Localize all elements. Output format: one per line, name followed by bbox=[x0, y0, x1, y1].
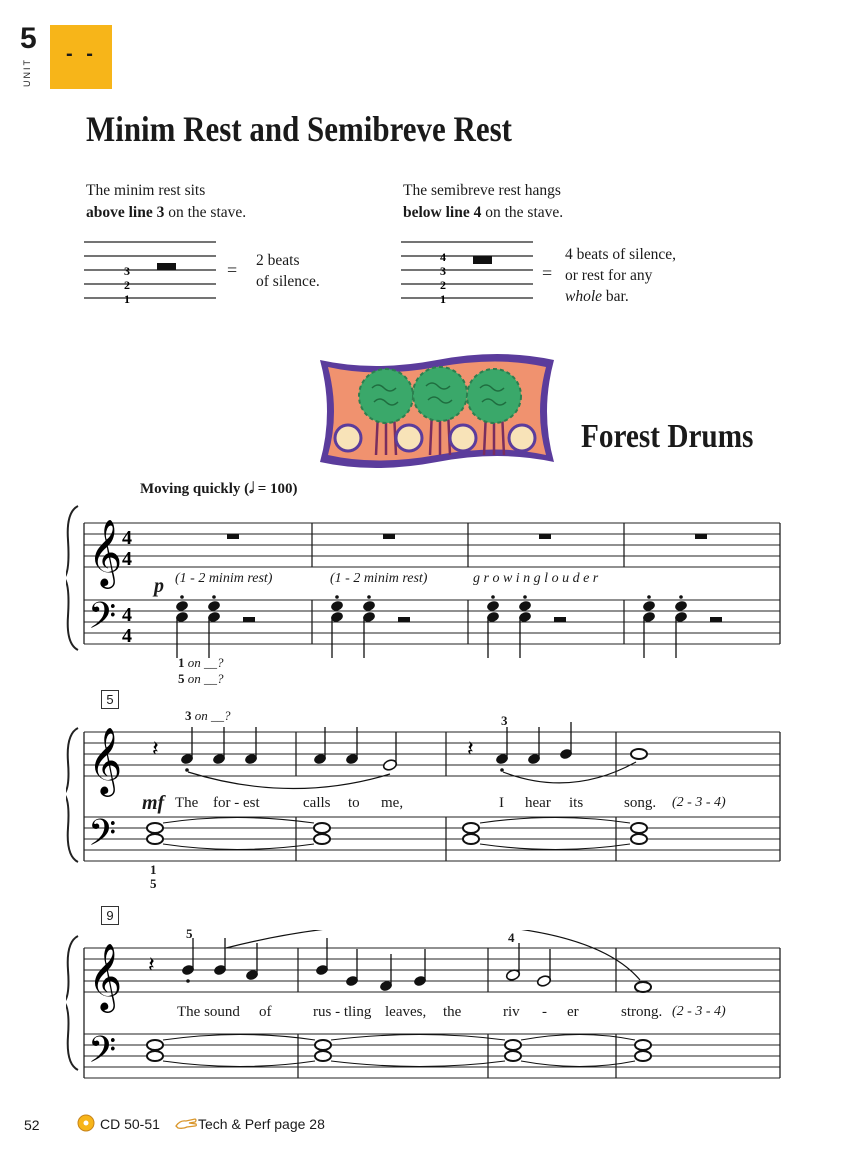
semibreve-meaning-italic: whole bbox=[565, 288, 603, 305]
semibreve-rest-description bbox=[403, 180, 563, 224]
finger-number: 4 bbox=[508, 930, 515, 945]
semibreve-line-label: 4 bbox=[440, 250, 446, 264]
melody-notes bbox=[181, 964, 427, 993]
forest-banner-illustration bbox=[314, 352, 560, 470]
whole-note bbox=[631, 749, 647, 759]
instruction-text: g r o w i n g l o u d e r bbox=[473, 571, 599, 586]
lyric-syllable: of bbox=[259, 1004, 272, 1020]
finger-number: 3 bbox=[501, 713, 508, 728]
melody-notes bbox=[180, 748, 573, 772]
semibreve-rest-stave bbox=[401, 238, 541, 304]
hand-icon bbox=[174, 1114, 198, 1132]
lyric-syllable: to bbox=[348, 795, 360, 811]
measure-number: 5 bbox=[101, 690, 119, 709]
unit-tab-dashes: - - bbox=[66, 43, 97, 65]
page-title: Minim Rest and Semibreve Rest bbox=[86, 109, 512, 149]
lyric-syllable: for - est bbox=[213, 795, 260, 811]
unit-number: 5 bbox=[20, 22, 37, 55]
bass-chord-group bbox=[175, 595, 722, 623]
time-signature-bottom: 4 bbox=[122, 625, 132, 647]
dynamic-piano: p bbox=[154, 575, 164, 597]
bass-clef-icon: 𝄢 bbox=[88, 1030, 117, 1079]
semibreve-meaning-line2: or rest for any bbox=[565, 267, 653, 284]
phrase-slur bbox=[188, 772, 390, 789]
time-signature-top: 4 bbox=[122, 527, 132, 549]
finger-question-text: on __? bbox=[184, 655, 224, 670]
lyric-syllable: The sound bbox=[177, 1004, 240, 1020]
minim-line-label: 3 bbox=[124, 264, 130, 278]
semibreve-meaning-line1: 4 beats of silence, bbox=[565, 246, 677, 263]
semibreve-line-label: 2 bbox=[440, 278, 446, 292]
finger-number: 3 bbox=[185, 708, 192, 723]
finger-number: 1 bbox=[150, 862, 157, 877]
cd-icon bbox=[76, 1113, 96, 1133]
measure-number: 9 bbox=[101, 906, 119, 925]
finger-question-5 bbox=[178, 671, 224, 687]
bass-whole-notes bbox=[147, 823, 647, 844]
minim-rest-stave bbox=[84, 238, 224, 304]
quarter-rest-icon: 𝄽 bbox=[467, 736, 474, 761]
instruction-text: (1 - 2 minim rest) bbox=[330, 571, 428, 586]
bass-clef-icon: 𝄢 bbox=[88, 596, 117, 645]
song-title: Forest Drums bbox=[581, 418, 754, 455]
semibreve-line-label: 1 bbox=[440, 292, 446, 304]
bass-clef-icon: 𝄢 bbox=[88, 813, 117, 862]
finger-question-text: on __? bbox=[184, 671, 224, 686]
semibreve-meaning-line3: bar. bbox=[602, 288, 629, 305]
finger-number: 5 bbox=[186, 926, 193, 941]
count-text: (2 - 3 - 4) bbox=[672, 795, 726, 810]
unit-tab bbox=[50, 25, 112, 89]
lyric-syllable: rus - tling bbox=[313, 1004, 372, 1020]
lyric-syllable: song. bbox=[624, 795, 657, 811]
instruction-text: (1 - 2 minim rest) bbox=[175, 571, 273, 586]
finger-question-text: on __? bbox=[191, 708, 231, 723]
minim-meaning-line2: of silence. bbox=[256, 273, 320, 290]
minim-rest-meaning bbox=[256, 250, 320, 292]
lyric-syllable: hear bbox=[525, 795, 551, 811]
minim-rest-description bbox=[86, 180, 246, 224]
semibreve-equals: = bbox=[542, 263, 553, 283]
semibreve-rest-meaning bbox=[565, 244, 676, 307]
semibreve-rest-symbol bbox=[473, 256, 492, 264]
semibreve-desc-rest: on the stave. bbox=[481, 204, 564, 221]
quarter-rest-icon: 𝄽 bbox=[148, 952, 155, 977]
lyric-syllable: me, bbox=[381, 795, 404, 811]
quarter-rest-icon: 𝄽 bbox=[152, 736, 159, 761]
minim-desc-rest: on the stave. bbox=[164, 204, 247, 221]
treble-clef-icon: 𝄞 bbox=[88, 944, 123, 1009]
minim-equals: = bbox=[227, 260, 238, 280]
lyric-syllable: I bbox=[499, 795, 504, 811]
lyric-syllable: riv bbox=[503, 1004, 520, 1020]
minim-meaning-line1: 2 beats bbox=[256, 252, 300, 269]
phrase-slur bbox=[226, 930, 640, 980]
finger-question-1 bbox=[178, 655, 224, 671]
lyric-syllable: calls bbox=[303, 795, 331, 811]
page-number: 52 bbox=[24, 1117, 40, 1133]
semibreve-desc-line1: The semibreve rest hangs bbox=[403, 182, 561, 199]
semibreve-line-label: 3 bbox=[440, 264, 446, 278]
treble-clef-icon: 𝄞 bbox=[88, 728, 123, 793]
tempo-marking: Moving quickly (𝅗𝅥 = 100) bbox=[140, 481, 298, 497]
treble-clef-icon: 𝄞 bbox=[88, 520, 123, 585]
minim-desc-line1: The minim rest sits bbox=[86, 182, 206, 199]
dynamic-mezzo-forte: mf bbox=[142, 792, 165, 814]
count-text: (2 - 3 - 4) bbox=[672, 1004, 726, 1019]
semibreve-desc-bold: below line 4 bbox=[403, 204, 482, 221]
bass-ties bbox=[163, 1035, 635, 1067]
lyric-syllable: er bbox=[567, 1004, 579, 1020]
minim-desc-bold: above line 3 bbox=[86, 204, 165, 221]
finger-number: 5 bbox=[150, 876, 157, 891]
lyric-syllable: The bbox=[175, 795, 199, 811]
whole-note bbox=[635, 982, 651, 992]
bass-whole-notes bbox=[147, 1040, 651, 1061]
time-signature-top: 4 bbox=[122, 604, 132, 626]
lyric-syllable: its bbox=[569, 795, 584, 811]
cd-reference: CD 50-51 bbox=[100, 1116, 160, 1132]
lyric-syllable: - bbox=[542, 1004, 547, 1020]
whole-rest-group bbox=[227, 534, 707, 539]
half-notes bbox=[505, 969, 551, 988]
unit-label: UNIT bbox=[22, 58, 32, 87]
tech-perf-reference: Tech & Perf page 28 bbox=[198, 1116, 325, 1132]
minim-line-label: 1 bbox=[124, 292, 130, 304]
lyric-syllable: strong. bbox=[621, 1004, 663, 1020]
minim-rest-symbol bbox=[157, 263, 176, 270]
lyric-syllable: the bbox=[443, 1004, 462, 1020]
time-signature-bottom: 4 bbox=[122, 548, 132, 570]
minim-line-label: 2 bbox=[124, 278, 130, 292]
finger-number: 5 bbox=[178, 671, 185, 686]
lyric-syllable: leaves, bbox=[385, 1004, 427, 1020]
bass-ties bbox=[163, 818, 630, 850]
finger-number: 1 bbox=[178, 655, 185, 670]
